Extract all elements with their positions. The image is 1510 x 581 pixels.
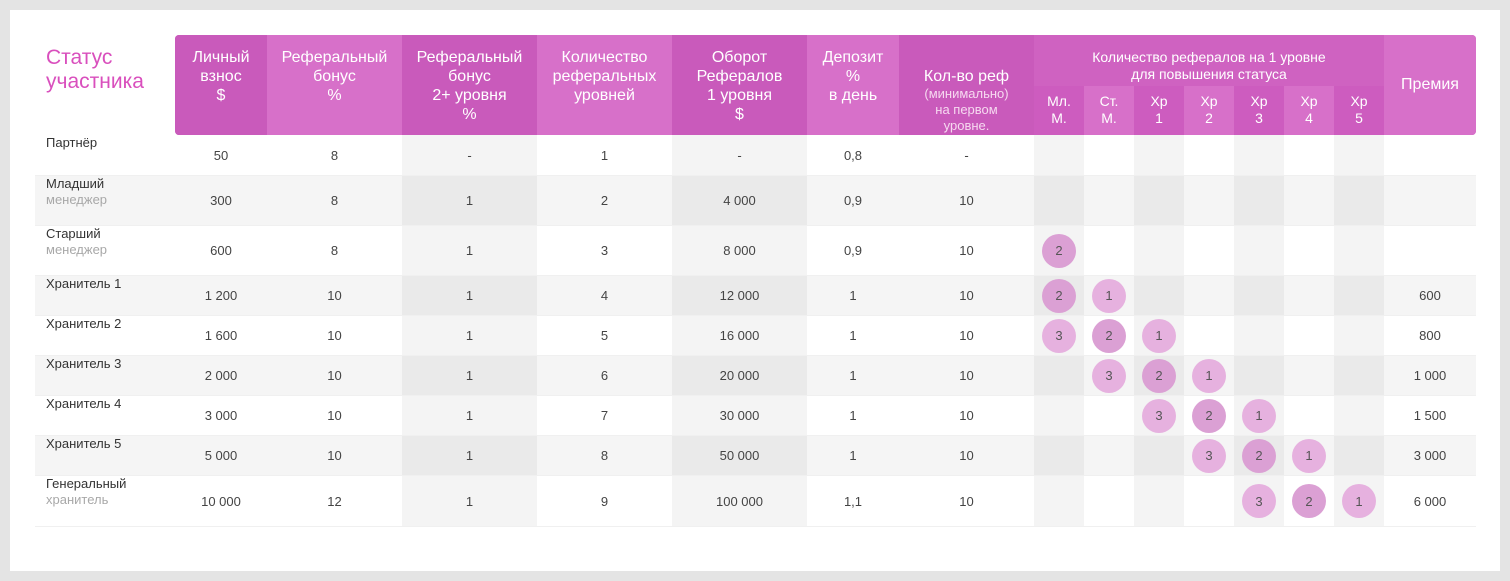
referral-bonus-cell: 10: [327, 408, 342, 423]
referral-requirement-cell: [1084, 476, 1134, 526]
referral-bonus-cell: 10: [327, 288, 342, 303]
referral-count-badge: 1: [1242, 399, 1276, 433]
table-header: [175, 35, 1476, 135]
min-referrals-cell: 10: [959, 288, 974, 303]
header-referral-levels-count: Количество реферальных уровней: [537, 35, 672, 135]
referral-requirement-cell: [1284, 396, 1334, 435]
referral-requirement-cell: [1034, 135, 1084, 175]
premium-cell: [1384, 135, 1476, 175]
header-personal-contribution: Личный взнос $: [175, 35, 267, 135]
referral-count-badge: 2: [1042, 279, 1076, 313]
min-referrals-cell: 10: [959, 193, 974, 208]
referral-bonus-level2-cell: 1: [402, 276, 537, 315]
referral-count-badge: 3: [1092, 359, 1126, 393]
referral-requirement-cell: [1034, 316, 1084, 355]
referral-requirement-cell: [1184, 436, 1234, 475]
referral-requirement-cell: [1284, 356, 1334, 395]
min-referrals-cell: 10: [959, 368, 974, 383]
referral-requirement-cell: [1184, 476, 1234, 526]
premium-cell: 600: [1419, 288, 1441, 303]
status-cell: [35, 436, 175, 475]
referral-count-badge: 3: [1192, 439, 1226, 473]
referrals-group-title: Количество рефералов на 1 уровне для повышения статуса: [1092, 49, 1326, 82]
turnover-cell: 4 000: [672, 176, 807, 225]
header-referrals-for-upgrade-group: [1034, 35, 1384, 135]
turnover-cell: 50 000: [672, 436, 807, 475]
referral-requirement-cell: [1334, 276, 1384, 315]
deposit-cell: 0,8: [843, 147, 863, 163]
status-name: Хранитель 3: [46, 356, 122, 371]
premium-cell: 3 000: [1413, 448, 1447, 463]
referral-count-badge: 1: [1292, 439, 1326, 473]
turnover-cell: 20 000: [672, 356, 807, 395]
referral-requirement-cell: [1284, 135, 1334, 175]
referral-count-badge: 1: [1192, 359, 1226, 393]
referral-requirement-cell: [1334, 436, 1384, 475]
levels-count-cell: 1: [600, 147, 609, 163]
status-cell: [35, 316, 175, 355]
referral-requirement-cell: [1084, 135, 1134, 175]
deposit-cell: 0,9: [843, 193, 863, 208]
referral-requirement-cell: [1034, 226, 1084, 275]
referral-requirement-cell: [1184, 396, 1234, 435]
table-row: [35, 436, 1476, 476]
table-row: [35, 135, 1476, 176]
referral-count-badge: 2: [1292, 484, 1326, 518]
status-cell: [35, 356, 175, 395]
referral-bonus-level2-cell: -: [402, 135, 537, 175]
referral-count-badge: 1: [1142, 319, 1176, 353]
levels-count-cell: 5: [600, 328, 609, 343]
status-name: Младший: [46, 176, 105, 191]
referral-requirement-cell: [1334, 356, 1384, 395]
referral-count-badge: 3: [1242, 484, 1276, 518]
personal-contribution-cell: 10 000: [201, 493, 241, 509]
referral-requirement-cell: [1134, 436, 1184, 475]
table-row: [35, 396, 1476, 436]
referral-requirement-cell: [1284, 226, 1334, 275]
status-cell: [35, 476, 175, 526]
referral-count-badge: 2: [1092, 319, 1126, 353]
personal-contribution-cell: 1 600: [204, 328, 238, 343]
referral-requirement-cell: [1334, 226, 1384, 275]
subheader-senior-manager: Ст. М.: [1084, 86, 1134, 135]
referral-requirement-cell: [1284, 276, 1334, 315]
personal-contribution-cell: 600: [210, 243, 232, 258]
levels-count-cell: 9: [600, 493, 609, 509]
table-row: [35, 316, 1476, 356]
premium-cell: 6 000: [1413, 493, 1447, 509]
turnover-cell: 100 000: [672, 476, 807, 526]
header-premium: Премия: [1384, 35, 1476, 135]
referral-requirement-cell: [1084, 316, 1134, 355]
subheader-keeper-1: Хр 1: [1134, 86, 1184, 135]
deposit-cell: 1: [849, 288, 857, 303]
referral-count-badge: 2: [1192, 399, 1226, 433]
referral-bonus-cell: 10: [327, 328, 342, 343]
referral-requirement-cell: [1284, 476, 1334, 526]
referral-bonus-level2-cell: 1: [402, 356, 537, 395]
referral-requirement-cell: [1134, 226, 1184, 275]
referral-requirement-cell: [1184, 135, 1234, 175]
subheader-keeper-2: Хр 2: [1184, 86, 1234, 135]
status-name: Генеральный: [46, 476, 127, 491]
header-referral-bonus: Реферальный бонус %: [267, 35, 402, 135]
referral-count-badge: 2: [1142, 359, 1176, 393]
referral-requirement-cell: [1334, 135, 1384, 175]
referral-bonus-cell: 8: [330, 243, 339, 258]
min-referrals-cell: 10: [959, 328, 974, 343]
referral-bonus-level2-cell: 1: [402, 396, 537, 435]
header-deposit-per-day: Депозит % в день: [807, 35, 899, 135]
referral-count-badge: 2: [1042, 234, 1076, 268]
table-row: [35, 476, 1476, 527]
levels-count-cell: 4: [600, 288, 609, 303]
referral-requirement-cell: [1184, 356, 1234, 395]
status-subname: хранитель: [46, 492, 109, 507]
referral-requirement-cell: [1134, 276, 1184, 315]
referral-requirement-cell: [1034, 276, 1084, 315]
header-referral-turnover: Оборот Рефералов 1 уровня $: [672, 35, 807, 135]
referral-requirement-cell: [1084, 226, 1134, 275]
status-subname: менеджер: [46, 242, 108, 257]
subheader-junior-manager: Мл. М.: [1034, 86, 1084, 135]
deposit-cell: 1: [849, 368, 857, 383]
deposit-cell: 1: [849, 448, 857, 463]
referral-bonus-cell: 8: [330, 147, 339, 163]
referral-requirement-cell: [1134, 316, 1184, 355]
deposit-cell: 1,1: [843, 493, 863, 509]
referral-requirement-cell: [1034, 476, 1084, 526]
subheader-keeper-3: Хр 3: [1234, 86, 1284, 135]
referral-requirement-cell: [1084, 276, 1134, 315]
personal-contribution-cell: 2 000: [204, 368, 238, 383]
min-referrals-cell: 10: [959, 448, 974, 463]
referral-requirement-cell: [1284, 176, 1334, 225]
referral-requirement-cell: [1084, 176, 1134, 225]
table-row: [35, 276, 1476, 316]
referral-requirement-cell: [1184, 226, 1234, 275]
levels-count-cell: 7: [600, 408, 609, 423]
referral-requirement-cell: [1284, 436, 1334, 475]
personal-contribution-cell: 5 000: [204, 448, 238, 463]
referral-requirement-cell: [1034, 356, 1084, 395]
table-row: [35, 226, 1476, 276]
referral-bonus-cell: 10: [327, 448, 342, 463]
status-name: Хранитель 1: [46, 276, 122, 291]
referral-count-badge: 1: [1092, 279, 1126, 313]
referral-requirement-cell: [1334, 316, 1384, 355]
referral-requirement-cell: [1184, 316, 1234, 355]
status-name: Хранитель 5: [46, 436, 122, 451]
referral-count-badge: 3: [1142, 399, 1176, 433]
personal-contribution-cell: 50: [213, 147, 229, 163]
turnover-cell: 12 000: [672, 276, 807, 315]
referral-bonus-level2-cell: 1: [402, 226, 537, 275]
referral-count-badge: 2: [1242, 439, 1276, 473]
premium-cell: [1384, 176, 1476, 225]
min-referrals-cell: -: [964, 147, 969, 163]
referral-bonus-cell: 10: [327, 368, 342, 383]
referral-requirement-cell: [1134, 176, 1184, 225]
levels-count-cell: 8: [600, 448, 609, 463]
referral-requirement-cell: [1334, 476, 1384, 526]
table-row: [35, 176, 1476, 226]
turnover-cell: 16 000: [672, 316, 807, 355]
levels-count-cell: 6: [600, 368, 609, 383]
referral-bonus-level2-cell: 1: [402, 476, 537, 526]
referral-requirement-cell: [1234, 356, 1284, 395]
referral-count-badge: 3: [1042, 319, 1076, 353]
levels-count-cell: 2: [600, 193, 609, 208]
subheader-keeper-4: Хр 4: [1284, 86, 1334, 135]
referral-requirement-cell: [1134, 476, 1184, 526]
status-cell: [35, 176, 175, 225]
header-referral-bonus-level2: Реферальный бонус 2+ уровня %: [402, 35, 537, 135]
referral-requirement-cell: [1234, 316, 1284, 355]
personal-contribution-cell: 1 200: [204, 288, 238, 303]
status-cell: [35, 396, 175, 435]
status-subname: менеджер: [46, 192, 108, 207]
turnover-cell: -: [672, 135, 807, 175]
header-min-referrals: Кол-во реф (минимально) на первом уровне.: [899, 35, 1034, 135]
referral-bonus-cell: 8: [330, 193, 339, 208]
status-name: Старший: [46, 226, 101, 241]
premium-cell: 1 000: [1413, 368, 1447, 383]
referral-bonus-cell: 12: [327, 493, 342, 509]
personal-contribution-cell: 3 000: [204, 408, 238, 423]
referral-requirement-cell: [1234, 276, 1284, 315]
status-cell: [35, 135, 175, 175]
status-cell: [35, 226, 175, 275]
referral-requirement-cell: [1134, 396, 1184, 435]
status-cell: [35, 276, 175, 315]
referral-requirement-cell: [1234, 135, 1284, 175]
referral-requirement-cell: [1034, 176, 1084, 225]
deposit-cell: 1: [849, 328, 857, 343]
premium-cell: 800: [1419, 328, 1441, 343]
referral-bonus-level2-cell: 1: [402, 176, 537, 225]
status-name: Партнёр: [46, 135, 98, 150]
referral-requirement-cell: [1084, 396, 1134, 435]
status-name: Хранитель 2: [46, 316, 122, 331]
min-referrals-cell: 10: [959, 493, 974, 509]
referral-requirement-cell: [1034, 396, 1084, 435]
subheader-keeper-5: Хр 5: [1334, 86, 1384, 135]
personal-contribution-cell: 300: [210, 193, 232, 208]
referral-bonus-level2-cell: 1: [402, 436, 537, 475]
referral-requirement-cell: [1234, 226, 1284, 275]
min-referrals-cell: 10: [959, 408, 974, 423]
deposit-cell: 0,9: [843, 243, 863, 258]
referral-bonus-level2-cell: 1: [402, 316, 537, 355]
table-row: [35, 356, 1476, 396]
status-column-title: Статус участника: [46, 46, 144, 93]
referral-requirement-cell: [1084, 436, 1134, 475]
referral-requirement-cell: [1134, 356, 1184, 395]
referral-requirement-cell: [1084, 356, 1134, 395]
referral-requirement-cell: [1184, 176, 1234, 225]
turnover-cell: 8 000: [672, 226, 807, 275]
referral-requirement-cell: [1334, 176, 1384, 225]
premium-cell: [1384, 226, 1476, 275]
referral-requirement-cell: [1034, 436, 1084, 475]
levels-count-cell: 3: [600, 243, 609, 258]
referral-requirement-cell: [1184, 276, 1234, 315]
deposit-cell: 1: [849, 408, 857, 423]
referral-requirement-cell: [1284, 316, 1334, 355]
table-body: [35, 135, 1476, 527]
min-referrals-cell: 10: [959, 243, 974, 258]
referral-count-badge: 1: [1342, 484, 1376, 518]
referral-requirement-cell: [1334, 396, 1384, 435]
referral-requirement-cell: [1234, 176, 1284, 225]
referral-requirement-cell: [1234, 476, 1284, 526]
referral-requirement-cell: [1234, 396, 1284, 435]
premium-cell: 1 500: [1413, 408, 1447, 423]
status-name: Хранитель 4: [46, 396, 122, 411]
referral-requirement-cell: [1134, 135, 1184, 175]
referral-requirement-cell: [1234, 436, 1284, 475]
turnover-cell: 30 000: [672, 396, 807, 435]
